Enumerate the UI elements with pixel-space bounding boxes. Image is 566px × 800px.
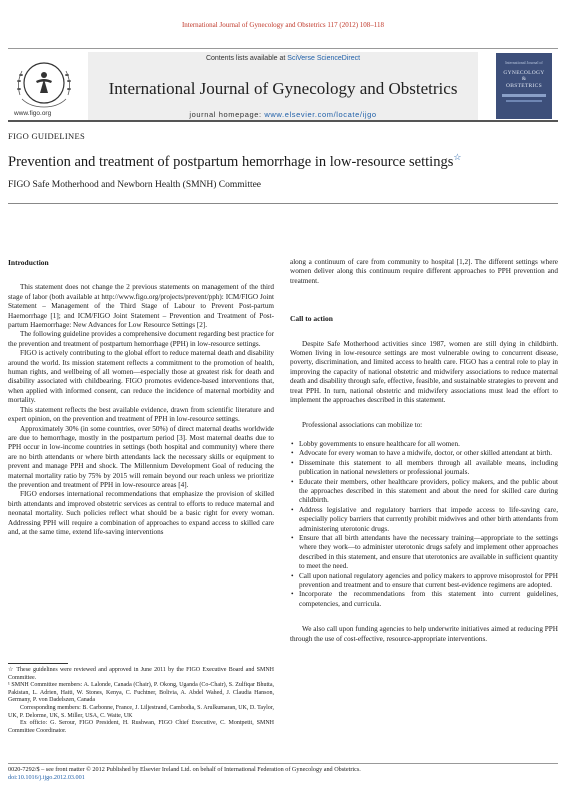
intro-paragraph-6: FIGO endorses international recommendations that emphasize the provision of skilled birth attendants and improved obstetric services as central to efforts to reduce maternal and neonatal mortality. Such policies reflect what should be a basic right for every woman. Addressing PPH will require a combination of approaches to expand access to skilled care and, at the same time, extend life-saving interventions	[8, 490, 274, 536]
title-divider	[8, 203, 558, 204]
list-item: • Incorporate the recommendations from this statement into current guidelines, competencies, and curricula.	[290, 590, 558, 609]
cover-band-2	[506, 100, 542, 102]
cover-title-1: GYNECOLOGY	[503, 69, 545, 76]
article-title	[8, 152, 461, 171]
list-item: • Call upon national regulatory agencies and policy makers to approve misoprostol for PPH prevention and treatment and to ensure that current best-evidence regimens are adopted.	[290, 572, 558, 591]
intro-paragraph-1: This statement does not change the 2 previous statements on management of the third stage of labor (both available at http://www.figo.org/projects/prevent/pph): ICM/FIGO Joint Statement – Management of the Third Stage of Labour to Prevent Post-partum Haemorrhage [1]; and ICM/FIGO Joint Statement – Prevention and Treatment of Post-partum Haemorrhage: New Advances for Low Resource Settings [2].	[8, 283, 274, 330]
intro-paragraph-5: Approximately 30% (in some countries, over 50%) of direct maternal deaths worldwide are due to hemorrhage, mostly in the postpartum period [3]. Most maternal deaths due to PPH occur in low-income countries in settings (both hospital and community) where there are no birth attendants or where birth attendants lack the necessary skills or equipment to prevent and manage PPH and shock. The Millennium Development Goal of reducing the maternal mortality ratio by 75% by 2015 will remain beyond our reach unless we prioritize the prevention and treatment of PPH in low-resource areas [4].	[8, 424, 274, 489]
funding-paragraph: We also call upon funding agencies to help underwrite initiatives aimed at reducing PPH through the use of cost-effective, resource-appropriate interventions.	[290, 625, 558, 643]
left-column	[8, 258, 274, 537]
figo-url[interactable]: www.figo.org	[14, 110, 52, 117]
footnote-corresponding: Corresponding members: B. Carbonne, France, J. Liljestrand, Cambodia, S. Arulkumaran, UK, D. Taylor, UK, P. Delorme, UK, S. Miller, USA, C. Waite, UK	[8, 704, 274, 719]
bottom-divider	[8, 763, 558, 764]
list-item: • Disseminate this statement to all members through all available means, including publication in national newsletters or professional journals.	[290, 459, 558, 478]
homepage-prefix: journal homepage:	[189, 110, 265, 119]
journal-cover-image	[496, 53, 552, 119]
journal-banner	[88, 52, 478, 120]
list-item: • Educate their members, other healthcare providers, policy makers, and the public about the approaches described in this statement and about the need for skilled care during childbirth.	[290, 478, 558, 506]
intro-paragraph-3: FIGO is actively contributing to the global effort to reduce maternal death and disability around the world. Its mission statement reflects a commitment to the promotion of health, human rights, and wellbeing of all women—especially those at greatest risk for death and disability associated with childbearing. FIGO promotes evidence-based interventions that, when applied with informed consent, can reduce the incidence of maternal morbidity and mortality.	[8, 349, 274, 405]
intro-paragraph-2: The following guideline provides a comprehensive document regarding best practice for the prevention and treatment of postpartum hemorrhage (PPH) in low-resource settings.	[8, 330, 274, 348]
right-column	[290, 258, 558, 644]
journal-title: International Journal of Gynecology and Obstetrics	[108, 79, 458, 98]
list-item: • Advocate for every woman to have a midwife, doctor, or other skilled attendant at birth.	[290, 449, 558, 458]
journal-reference[interactable]: International Journal of Gynecology and Obstetrics 117 (2012) 108–118	[181, 21, 385, 29]
contents-prefix: Contents lists available at	[205, 55, 288, 62]
list-item: • Ensure that all birth attendants have the necessary training—appropriate to the settings where they work—to administer uterotonic drugs safely and implement other approaches described in this statement, and ensure that uterotonics are available in sufficient quantity to meet the need.	[290, 534, 558, 572]
homepage-link[interactable]: www.elsevier.com/locate/ijgo	[264, 110, 377, 119]
authors: FIGO Safe Motherhood and Newborn Health (SMNH) Committee	[8, 180, 262, 190]
footnotes	[8, 667, 274, 735]
cover-title-2: &	[521, 76, 527, 82]
sciencedirect-link[interactable]: SciVerse ScienceDirect	[287, 55, 361, 62]
contents-line	[88, 55, 478, 62]
call-to-action-heading: Call to action	[290, 314, 333, 324]
footnote-divider	[8, 663, 68, 664]
intro-paragraph-4: This statement reflects the best available evidence, drawn from scientific literature and expert opinion, on the prevention and treatment of PPH in low-resource settings.	[8, 405, 274, 424]
footnote-approval: ☆ These guidelines were reviewed and approved in June 2011 by the FIGO Executive Board and SMNH Committee.	[8, 667, 274, 681]
continuum-paragraph: along a continuum of care from community to hospital [1,2]. The different settings where women deliver along this continuum require different approaches to PPH prevention and treatment.	[290, 258, 558, 285]
mobilize-list	[290, 440, 558, 609]
list-item: • Lobby governments to ensure healthcare for all women.	[290, 440, 558, 449]
cover-title-3: OBSTETRICS	[505, 82, 542, 89]
footnote-ex-officio: Ex officio: G. Serour, FIGO President, H. Rushwan, FIGO Chief Executive, C. Montpetit, SMNH Committee Coordinator.	[8, 720, 274, 734]
title-footnote-mark[interactable]: ☆	[453, 152, 462, 162]
introduction-heading: Introduction	[8, 258, 49, 267]
article-title-text: Prevention and treatment of postpartum hemorrhage in low-resource settings	[8, 153, 454, 170]
journal-header	[8, 48, 558, 122]
section-label: FIGO GUIDELINES	[8, 131, 85, 141]
call-to-action-paragraph: Despite Safe Motherhood activities since 1987, women are still dying in childbirth. Women living in low-resource settings are most vulnerable owing to concurrent disease, poverty, discrimination, and limited access to health care. FIGO has a central role to play in improving the capacity of national obstetric and midwifery associations to reduce maternal death and disability through safe, effective, feasible, and sustainable strategies to prevent and treat PPH. In turn, national obstetric and midwifery associations must lead the effort to implement the approaches described in this statement.	[290, 339, 558, 405]
copyright-line: 0020-7292/$ – see front matter © 2012 Published by Elsevier Ireland Ltd. on behalf of International Federation of Gynecology and Obstetrics.	[8, 766, 361, 773]
cover-top-text: International Journal of	[505, 60, 543, 65]
list-item: • Address legislative and regulatory barriers that impede access to life-saving care, especially policy barriers that currently prohibit midwives and other birth attendants from administering uterotonic drugs.	[290, 506, 558, 534]
cover-band	[502, 94, 546, 97]
mobilize-intro: Professional associations can mobilize to:	[302, 421, 423, 430]
doi-link[interactable]: doi:10.1016/j.ijgo.2012.03.001	[8, 774, 85, 781]
footnote-members: ¹ SMNH Committee members: A. Lalonde, Canada (Chair), P. Okong, Uganda (Co-Chair), S. Zulfiqar Bhutta, Pakistan, L. Adrien, Haiti, W. Stones, Kenya, C. Fuchtner, Bolivia, A. Abdel Wahed, J. Claudia Hanson, Germany, P. von Dadelszen, Canada	[8, 682, 274, 704]
journal-homepage	[88, 110, 478, 119]
copyright-block	[8, 766, 558, 782]
